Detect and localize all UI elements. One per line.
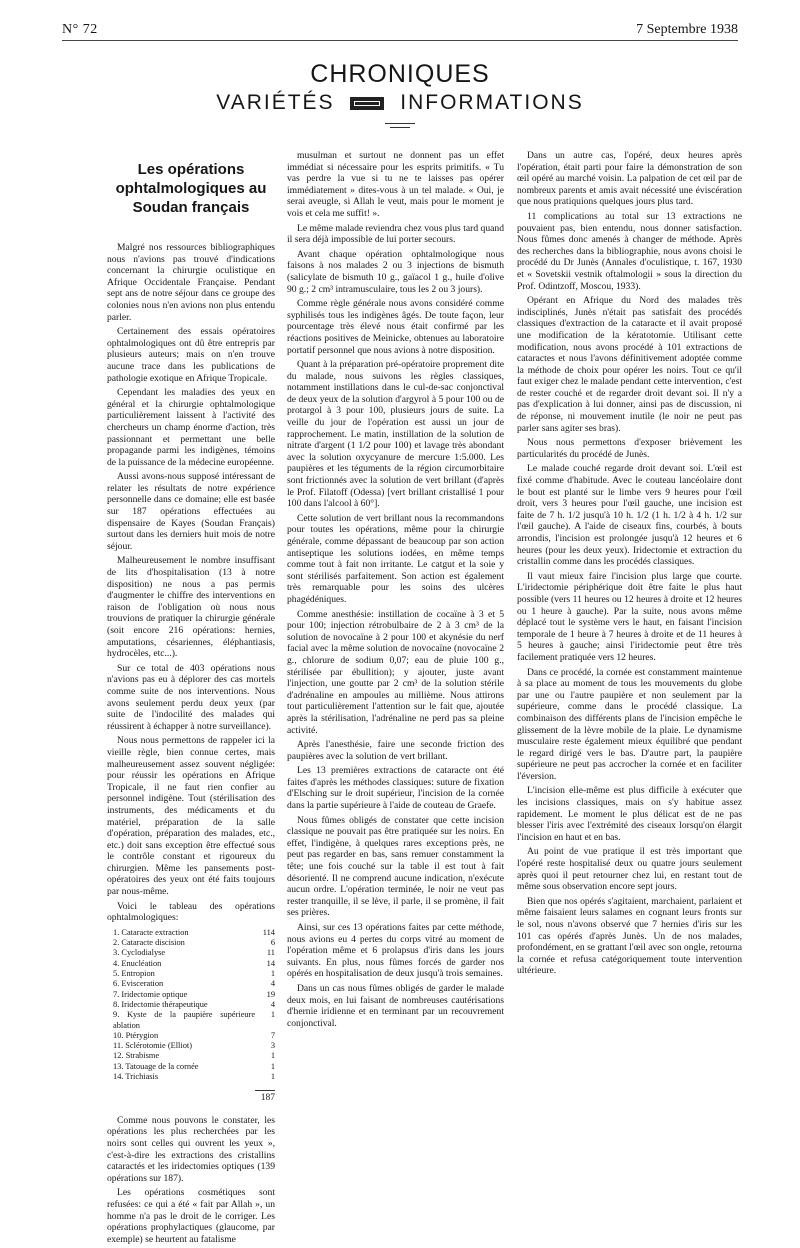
operation-name: 3. Cyclodialyse xyxy=(113,948,166,958)
issue-number: N° 72 xyxy=(62,22,98,37)
paragraph: Au point de vue pratique il est très important que l'opéré reste hospitalisé deux ou quatre jours seulement après quoi il peut retourner chez lui, en restant tout de même sous observation encore sept jours. xyxy=(517,846,742,893)
paragraph: Comme règle générale nous avons considéré comme syphilisés tous les indigènes âgés. De toute façon, leur pourcentage très élevé nous était confirmé par les réactions positives de Meinicke, obtenues au laboratoire portatif personnel que nous avions à notre disposition. xyxy=(287,298,504,356)
column-1-body xyxy=(107,242,275,924)
operation-count: 114 xyxy=(262,927,275,937)
masthead-informations: INFORMATIONS xyxy=(400,91,584,114)
operation-name: 4. Enucléation xyxy=(113,958,162,968)
paragraph: Avant chaque opération ophtalmologique nous faisons à nos malades 2 ou 3 injections de bismuth (salicylate de bismuth 10 g., gaïacol 1 g., huile d'olive 90 g.; 2 cm³ intramusculaire, tous les 2 ou 3 jours). xyxy=(287,248,504,295)
operation-row xyxy=(113,928,275,938)
operation-row xyxy=(113,1072,275,1082)
paragraph: Comme anesthésie: instillation de cocaïne à 3 et 5 pour 100; injection rétrobulbaire de 2 à 3 cm³ de la solution de novocaïne à 2 pour 100 et akynésie du nerf facial avec la même solution de novocaïne (novocaïne 2 g., chlorure de sodium 0,07; eau de pluie 100 g., stérilisée par ébullition); y ajouter, juste avant l'injection, une goutte par 2 cm³ de la solution stérile d'adrénaline en ampoules au millième. Nous attirons tout particulièrement l'attention sur le fait que, ajoutée après la stérilisation, l'adrénaline ne perd pas sa pleine activité. xyxy=(287,608,504,736)
paragraph: Comme nous pouvons le constater, les opérations les plus recherchées par les noirs sont celles qui ouvrent les yeux », c'est-à-dire les extractions des cristallins cataractés et les iridectomies optiques (139 opérations sur 187). xyxy=(107,1114,275,1184)
paragraph: Bien que nos opérés s'agitaient, marchaient, parlaient et même faisaient leurs salames en cognant leurs fronts sur le sol, nous n'avons observé que 7 hernies d'iris sur les 101 cas opérés d'après Junès. Un de nos malades, profondément, en se grattant l'œil avec son ongle, retourna la cornée et refusa catégoriquement toute intervention ultérieure. xyxy=(517,895,742,977)
paragraph: Voici le tableau des opérations ophtalmologiques: xyxy=(107,900,275,924)
operation-name: 11. Sclérotomie (Elliot) xyxy=(113,1041,193,1051)
column-3 xyxy=(517,150,742,980)
operation-name: 9. Kyste de la paupière supérieure ablation xyxy=(113,1010,256,1030)
operation-count: 19 xyxy=(266,989,275,999)
operation-name: 14. Trichiasis xyxy=(113,1072,159,1081)
paragraph: Opérant en Afrique du Nord des malades très indisciplinés, Junès n'était pas satisfait des procédés classiques d'extraction de la cataracte et il avait proposé une modification de la kératotomie. Utilisant cette modification, nous avons procédé à 101 extractions de cataractes et nous l'avons définitivement adoptée comme la méthode de choix pour opérer les noirs. Tout ce qu'il faut exiger chez le malade pendant cette intervention, c'est de rester couché et de regarder droit devant soi. Il n'y a pas d'explication à lui donner, ainsi pas de discussion, ni de réponse, ni mouvement inutile (le noir ne peut pas parler sans agiter ses bras). xyxy=(517,295,742,434)
operation-name: 5. Entropion xyxy=(113,969,155,979)
paragraph: L'incision elle-même est plus difficile à exécuter que les incisions classiques, mais on s'y habitue assez rapidement. Le moment le plus délicat est de ne pas blesser l'iris avec l'extrémité des ciseaux lorsqu'on élargit l'incision en haut et en bas. xyxy=(517,785,742,843)
masthead-varietes: VARIÉTÉS xyxy=(216,91,335,114)
emblem-icon xyxy=(350,97,384,110)
masthead xyxy=(0,60,800,128)
operation-name: 12. Strabisme xyxy=(113,1051,160,1061)
operation-count: 1 xyxy=(270,1010,275,1020)
operation-name: 7. Iridectomie optique xyxy=(113,989,188,999)
operation-row xyxy=(113,1041,275,1051)
operation-count: 1 xyxy=(270,969,275,979)
operation-count: 6 xyxy=(270,938,275,948)
column-1-body-after xyxy=(107,1115,275,1246)
operation-name: 1. Cataracte extraction xyxy=(113,927,189,937)
article-title: Les opérations ophtalmologiques au Soudan français xyxy=(115,161,267,216)
operation-count: 11 xyxy=(266,948,275,958)
operation-count: 1 xyxy=(270,1051,275,1061)
ornament-rule xyxy=(385,123,415,124)
header-rule xyxy=(62,40,738,41)
paragraph: Malheureusement le nombre insuffisant de lits d'hospitalisation (13 à notre disposition) ne nous a pas permis d'augmenter le chiffre des interventions en raison de l'obligation où nous nous trouvions de pratiquer la chirurgie générale (soit encore 216 opérations: hernies, amputations, césariennes, éléphantiasis, hydrocèles, etc...). xyxy=(107,555,275,660)
column-2 xyxy=(287,150,504,1032)
total-rule xyxy=(255,1090,275,1091)
paragraph: Il vaut mieux faire l'incision plus large que courte. L'iridectomie périphérique doit être faite le plus haut possible (vers 11 heures ou 12 heures à droite et 12 heures ou 1 heure à gauche). Par la suite, nous avons même déplacé tout le système vers le haut, en faisant l'incision temporale de 1 heure à 7 heures à droite et de 11 heures à 5 heures à gauche; ainsi l'iridectomie peut être très facilement pratiquée vers 12 heures. xyxy=(517,570,742,663)
issue-date: 7 Septembre 1938 xyxy=(636,22,738,37)
operation-name: 2. Cataracte discision xyxy=(113,938,185,948)
paragraph: Ainsi, sur ces 13 opérations faites par cette méthode, nous avions eu 4 pertes du corps vitré au moment de l'opération même et 6 prolapsus d'iris dans les jours suivants. En plus, nous fûmes forcés de garder nos opérés en hospitalisation de deux jusqu'à trois semaines. xyxy=(287,922,504,980)
operation-name: 13. Tatouage de la cornée xyxy=(113,1061,199,1071)
paragraph: Sur ce total de 403 opérations nous n'avions pas eu à déplorer des cas mortels comme suite de nos interventions. Nous avons seulement perdu deux yeux (par suite de l'indocilité des malades qui réussirent à échapper à notre surveillance). xyxy=(107,662,275,732)
operation-name: 6. Evisceration xyxy=(113,979,164,989)
operation-row xyxy=(113,1051,275,1061)
operation-row xyxy=(113,959,275,969)
operation-row xyxy=(113,1010,275,1031)
paragraph: Malgré nos ressources bibliographiques nous n'avions pas trouvé d'indications concernant la chirurgie oculistique en Afrique Occidentale Française. Pendant sept ans de notre séjour dans ce groupe des colonies nous n'en avions non plus entendu parler. xyxy=(107,242,275,323)
masthead-title: CHRONIQUES xyxy=(310,60,490,88)
paragraph: Le même malade reviendra chez vous plus tard quand il sera déjà impossible de lui porter secours. xyxy=(287,222,504,246)
paragraph: Cette solution de vert brillant nous la recommandons pour toutes les opérations, même pour la chirurgie générale, comme dépassant de beaucoup par son action antiseptique les solutions iodées, en même temps comme tout à fait non irritante. Le catgut et la soie y sont stérilisés parfaitement. Son action est également très remarquable pour les soins des ulcères phagédéniques. xyxy=(287,512,504,605)
paragraph: Dans ce procédé, la cornée est constamment maintenue à sa place au moment de tous les mouvements du globe par une ou l'autre paupière et non seulement par la supérieure, comme dans le procédé classique. La combinaison des différents plans de l'incision empêche le glissement de la lèvre mobile de la plaie. Le dynamisme musculaire reste également mieux équilibré que pendant le regard dirigé vers le bas. D'autre part, la paupière supérieure ne peut pas accrocher la cornée et en faciliter l'éversion. xyxy=(517,666,742,782)
paragraph: Le malade couché regarde droit devant soi. L'œil est fixé comme d'habitude. Avec le couteau lancéolaire dont le bout est planté sur le limbe vers 9 heures pour l'œil droit, vers 3 heures pour l'œil gauche, une incision est faite de 7 h. 1/2 jusqu'à 10 h. 1/2 (1 h. 1/2 à 4 h. 1/2 sur l'œil gauche). A l'aide de ciseaux fins, courbés, à bouts arrondis, l'incision est prolongée jusqu'à 12 heures et 6 heures (pour les deux yeux). Iridectomie et extraction du cristallin comme dans les procédés classiques. xyxy=(517,463,742,568)
paragraph: musulman et surtout ne donnent pas un effet immédiat si nécessaire pour les esprits primitifs. « Tu vas perdre la vue si tu ne te laisses pas opérer immédiatement » dites-vous à un tel malade. « Oui, je serai aveugle, si Allah le veut, mais pour le moment je vois et cela me suffit! ». xyxy=(287,150,504,219)
paragraph: Dans un autre cas, l'opéré, deux heures après l'opération, était parti pour faire la démonstration de son œil opéré au marché voisin. La palpation de cet œil par de nombreux parents et amis avait nécessité une éviscération que nous pratiquions quelques jours plus tard. xyxy=(517,150,742,208)
operation-name: 8. Iridectomie thérapeutique xyxy=(113,999,208,1009)
ornament-rule-small xyxy=(390,127,410,128)
paragraph: Cependant les maladies des yeux en général et la chirurgie ophtalmologique particulièrement laissent à l'activité des chercheurs un champ énorme d'action, très passionnant et permettant une belle propagande parmi les indigènes, témoins de la puissance de la médecine européenne. xyxy=(107,387,275,468)
paragraph: Les opérations cosmétiques sont refusées: ce qui a été « fait par Allah », un homme n'a pas le droit de le corriger. Les opérations prophylactiques (glaucome, par exemple) se heurtent au fatalisme xyxy=(107,1187,275,1245)
operation-count: 1 xyxy=(270,1072,275,1081)
masthead-subtitle xyxy=(0,91,800,115)
paragraph: Nous fûmes obligés de constater que cette incision classique ne pouvait pas être pratiquée sur les noirs. En effet, l'indigène, à quelques rares exceptions près, ne peut pas regarder en bas, sans remuer constamment la tête; une fois couché sur la table il est tout à fait désorienté. Il ne comprend aucune indication, n'exécute aucun ordre. L'opération terminée, le noir ne veut pas rester tranquille, il se lève, il parle, il se promène, il fait ses prières. xyxy=(287,814,504,919)
paragraph: Après l'anesthésie, faire une seconde friction des paupières avec la solution de vert brillant. xyxy=(287,739,504,762)
column-1 xyxy=(107,150,275,1248)
paragraph: Certainement des essais opératoires ophtalmologiques ont dû être entrepris par plusieurs auteurs; mais on n'en trouve aucune trace dans les publications de pathologie exotique en Afrique Tropicale. xyxy=(107,326,275,384)
paragraph: Dans un cas nous fûmes obligés de garder le malade deux mois, en lui faisant de nombreuses cautérisations d'hernie iridienne et en terminant par un recouvrement conjonctival. xyxy=(287,982,504,1029)
paragraph: Quant à la préparation pré-opératoire proprement dite du malade, nous suivons les règles classiques, notamment instillations dans le cul-de-sac conjonctival de deux yeux de la solution d'argyrol à 5 pour 100 ou de protargol à 3 pour 100, plusieurs jours de suite. La veille du jour de l'opération est aussi un jour de rapprochement. Le matin, instillation de la solution de nitrate d'argent (1 1/2 pour 100) et lavage très abondant avec la solution oxycyanure de mercure 1:5.000. Les paupières et les téguments de la région circumorbitaire sont frictionnés avec la solution de vert brillant (d'après le Prof. Filatoff (Odessa) [vert brillant cristallisé 1 pour 100 dans l'alcool à 60°]. xyxy=(287,359,504,510)
operation-row xyxy=(113,1031,275,1041)
paragraph: 11 complications au total sur 13 extractions ne pouvaient pas, bien entendu, nous donner satisfaction. Nous fûmes donc amenés à changer de méthode. Après des recherches dans la bibliographie, nous avons choisi le procédé du Dr Junès (Annales d'oculistique, t. 167, 1930 et « Sovetskii vestnik oftalmologii » sous la direction du Prof. Odintzoff, Moscou, 1933). xyxy=(517,210,742,292)
operation-count: 1 xyxy=(270,1061,275,1071)
operation-row xyxy=(113,979,275,989)
operation-row xyxy=(113,1062,275,1072)
operation-row xyxy=(113,938,275,948)
operation-count: 4 xyxy=(270,979,275,989)
paragraph: Nous nous permettons d'exposer brièvement les particularités du procédé de Junès. xyxy=(517,437,742,460)
operation-row xyxy=(113,969,275,979)
operation-row xyxy=(113,1000,275,1010)
operation-count: 7 xyxy=(270,1030,275,1040)
operation-count: 3 xyxy=(270,1041,275,1051)
operations-total: 187 xyxy=(260,1093,275,1104)
operation-count: 4 xyxy=(270,999,275,1009)
operations-table xyxy=(113,928,275,1082)
paragraph: Aussi avons-nous supposé intéressant de relater les résultats de notre expérience personnelle dans ce domaine; elle est basée sur 187 opérations effectuées au dispensaire de Kayes (Soudan Français) surtout dans les derniers huit mois de notre séjour. xyxy=(107,471,275,552)
operation-row xyxy=(113,948,275,958)
paragraph: Nous nous permettons de rappeler ici la vieille règle, bien connue certes, mais malheureusement assez souvent négligée: pour réussir les opérations en Afrique Tropicale, il ne faut rien confier au personnel indigène. Tout (stérilisation des instruments, des médicaments et du matériel, préparation de la salle d'opération, préparation des malades, etc., etc.) doit sans exception être effectué sous le contrôle constant et rigoureux du chirurgien. Même les pansements post-opératoires des yeux ont été faits toujours par nous-même. xyxy=(107,735,275,898)
paragraph: Les 13 premières extractions de cataracte ont été faites d'après les méthodes classiques: suture de fixation d'Elsching sur le droit supérieur, l'incision de la cornée dans la partie supérieure à l'aide de couteau de Graefe. xyxy=(287,765,504,812)
operation-name: 10. Ptérygion xyxy=(113,1030,159,1040)
operation-count: 14 xyxy=(266,958,275,968)
operation-row xyxy=(113,990,275,1000)
